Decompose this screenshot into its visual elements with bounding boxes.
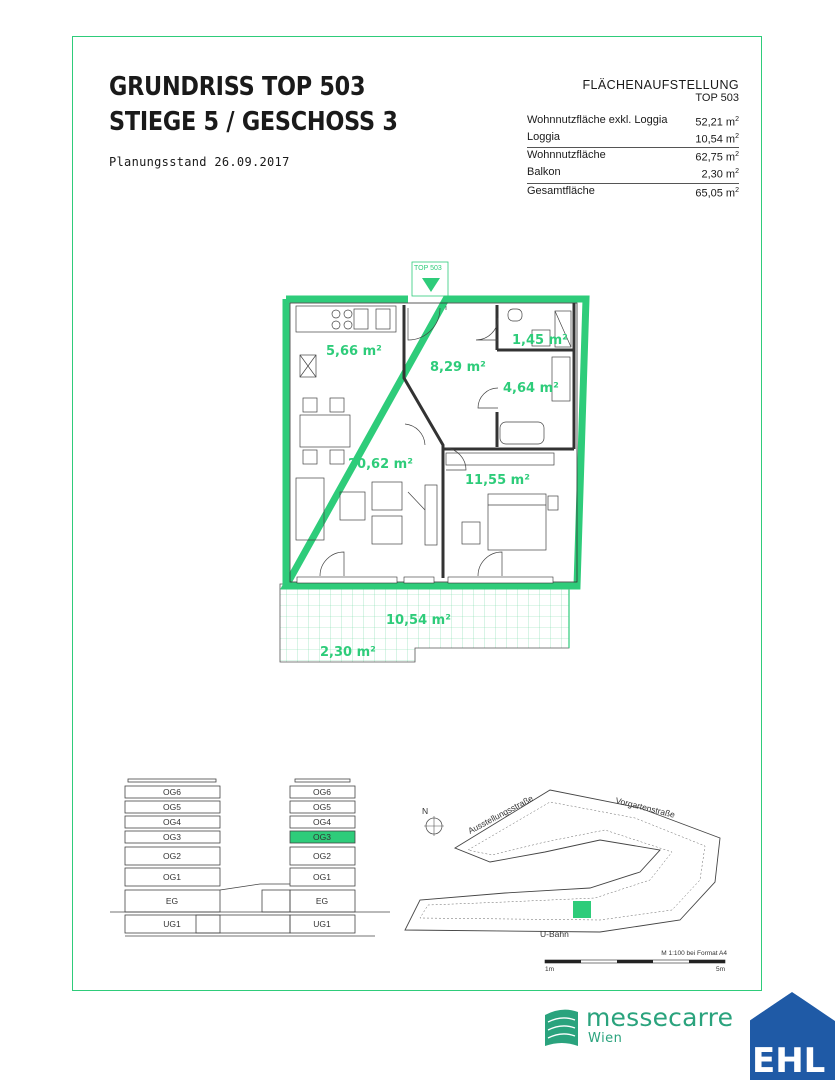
dining-table xyxy=(300,398,350,464)
room-area-wc: 1,45 m² xyxy=(512,333,568,348)
room-area-hall: 8,29 m² xyxy=(430,360,486,375)
planning-status: Planungsstand 26.09.2017 xyxy=(109,155,290,169)
room-area-living: 20,62 m² xyxy=(348,457,413,472)
floor-label: OG2 xyxy=(313,851,331,861)
floor-label: OG2 xyxy=(163,851,181,861)
entry-arrow-icon xyxy=(422,278,440,292)
floor-label: OG4 xyxy=(313,817,331,827)
floor-label: EG xyxy=(165,896,179,906)
agency-name: EHL xyxy=(752,1041,826,1080)
svg-text:1m: 1m xyxy=(545,966,555,973)
floor-label: OG1 xyxy=(163,872,181,882)
scale-bar xyxy=(545,950,727,973)
brand-wordmark: messecarre xyxy=(586,1003,734,1032)
floor-label: UG1 xyxy=(163,919,181,929)
north-arrow-icon xyxy=(422,806,444,836)
title-line-2: STIEGE 5 / GESCHOSS 3 xyxy=(109,107,398,137)
floor-label: EG xyxy=(315,896,329,906)
floor-label: OG5 xyxy=(313,802,331,812)
entry-label: TOP 503 xyxy=(414,265,442,272)
room-area-bath: 4,64 m² xyxy=(503,381,559,396)
facade-windows xyxy=(297,577,553,583)
street-label: Ausstellungsstraße xyxy=(466,792,535,836)
bedroom-furniture xyxy=(446,453,558,550)
area-row: Wohnnutzfläche exkl. Loggia 52,21 $m^2$ xyxy=(527,114,739,129)
room-area-kitchen: 5,66 m² xyxy=(326,344,382,359)
street-label: Vorgartenstraße xyxy=(614,795,677,820)
floor-label: UG1 xyxy=(313,919,331,929)
north-label: N xyxy=(422,806,429,816)
title-line-1: GRUNDRISS TOP 503 xyxy=(109,72,366,102)
site-plan xyxy=(405,790,727,973)
floor-label: OG1 xyxy=(313,872,331,882)
area-row: Wohnnutzfläche 62,75 $m^2$ xyxy=(527,149,739,164)
svg-text:M 1:100 bei Format A4: M 1:100 bei Format A4 xyxy=(661,950,727,957)
room-area-loggia: 10,54 m² xyxy=(386,613,451,628)
bath-fixtures xyxy=(500,309,571,444)
floor-label: OG5 xyxy=(163,802,181,812)
floor-label-current: OG3 xyxy=(313,832,331,842)
floor-plan xyxy=(280,262,586,662)
floor-label: OG6 xyxy=(163,787,181,797)
room-area-balcony: 2,30 m² xyxy=(320,645,376,660)
room-area-bedroom: 11,55 m² xyxy=(465,473,530,488)
area-row: Balkon 2,30 $m^2$ xyxy=(527,166,739,182)
floor-label: OG6 xyxy=(313,787,331,797)
area-row: Loggia 10,54 $m^2$ xyxy=(527,131,739,146)
area-summary-heading: FLÄCHENAUFSTELLUNG xyxy=(582,78,739,92)
street-label: U-Bahn xyxy=(540,929,569,939)
messecarre-logo-icon xyxy=(545,1010,578,1046)
brand-city: Wien xyxy=(588,1031,623,1046)
kitchen-counter xyxy=(296,306,396,377)
area-row-total: Gesamtfläche 65,05 $m^2$ xyxy=(527,184,739,200)
svg-text:5m: 5m xyxy=(715,966,725,973)
floor-section xyxy=(110,779,390,936)
ehl-logo-icon xyxy=(742,990,835,1080)
entry-marker xyxy=(412,262,448,296)
courtyard-outline xyxy=(420,802,705,920)
floor-label: OG4 xyxy=(163,817,181,827)
area-summary-unit: TOP 503 xyxy=(695,92,739,104)
unit-location-marker xyxy=(573,901,591,918)
floor-label: OG3 xyxy=(163,832,181,842)
